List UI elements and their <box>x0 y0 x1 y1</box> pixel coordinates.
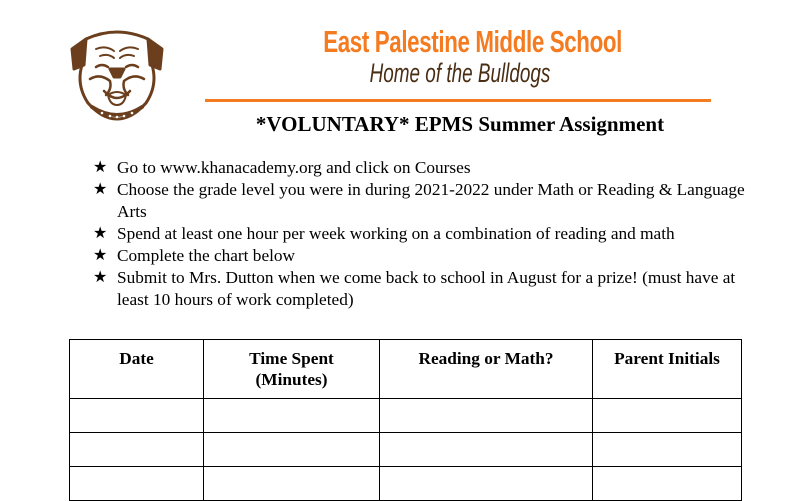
header-reading-or-math: Reading or Math? <box>380 340 593 399</box>
time-cell[interactable] <box>204 467 380 501</box>
instruction-text: Go to www.khanacademy.org and click on Courses <box>117 158 471 177</box>
assignment-title: *VOLUNTARY* EPMS Summer Assignment <box>255 112 665 136</box>
date-cell[interactable] <box>70 399 204 433</box>
school-name: East Palestine Middle School <box>323 24 622 59</box>
instruction-item <box>90 267 770 311</box>
subject-cell[interactable] <box>380 433 593 467</box>
instruction-text: Spend at least one hour per week working on a combination of reading and math <box>117 224 675 243</box>
time-cell[interactable] <box>204 399 380 433</box>
star-bullet-icon: ★ <box>93 269 108 286</box>
initials-cell[interactable] <box>593 467 742 501</box>
time-cell[interactable] <box>204 433 380 467</box>
star-bullet-icon: ★ <box>93 247 108 264</box>
table-row <box>70 399 742 433</box>
bulldog-head-icon <box>66 25 168 123</box>
instruction-item <box>90 223 770 245</box>
header-time-line2: (Minutes) <box>255 370 328 389</box>
star-bullet-icon: ★ <box>93 225 108 242</box>
star-bullet-icon: ★ <box>93 181 108 198</box>
instruction-item <box>90 245 770 267</box>
instruction-item <box>90 157 770 179</box>
instruction-text: Submit to Mrs. Dutton when we come back to school in August for a prize! (must have at least 10 hours of work completed) <box>117 268 736 309</box>
subject-cell[interactable] <box>380 399 593 433</box>
time-log-table <box>69 339 742 501</box>
table-header-row <box>70 340 742 399</box>
table-row <box>70 433 742 467</box>
header-time-spent <box>204 340 380 399</box>
initials-cell[interactable] <box>593 433 742 467</box>
header-date: Date <box>70 340 204 399</box>
table-row <box>70 467 742 501</box>
header-time-line1: Time Spent <box>249 349 334 368</box>
date-cell[interactable] <box>70 467 204 501</box>
initials-cell[interactable] <box>593 399 742 433</box>
header-parent-initials: Parent Initials <box>593 340 742 399</box>
instructions-list <box>90 157 770 311</box>
bulldog-logo <box>66 25 168 123</box>
school-tagline: Home of the Bulldogs <box>369 58 551 88</box>
star-bullet-icon: ★ <box>93 159 108 176</box>
instruction-item <box>90 179 770 223</box>
header-divider <box>205 99 711 102</box>
instruction-text: Complete the chart below <box>117 246 296 265</box>
instruction-text: Choose the grade level you were in during 2021-2022 under Math or Reading & Language Arts <box>117 180 745 221</box>
subject-cell[interactable] <box>380 467 593 501</box>
date-cell[interactable] <box>70 433 204 467</box>
